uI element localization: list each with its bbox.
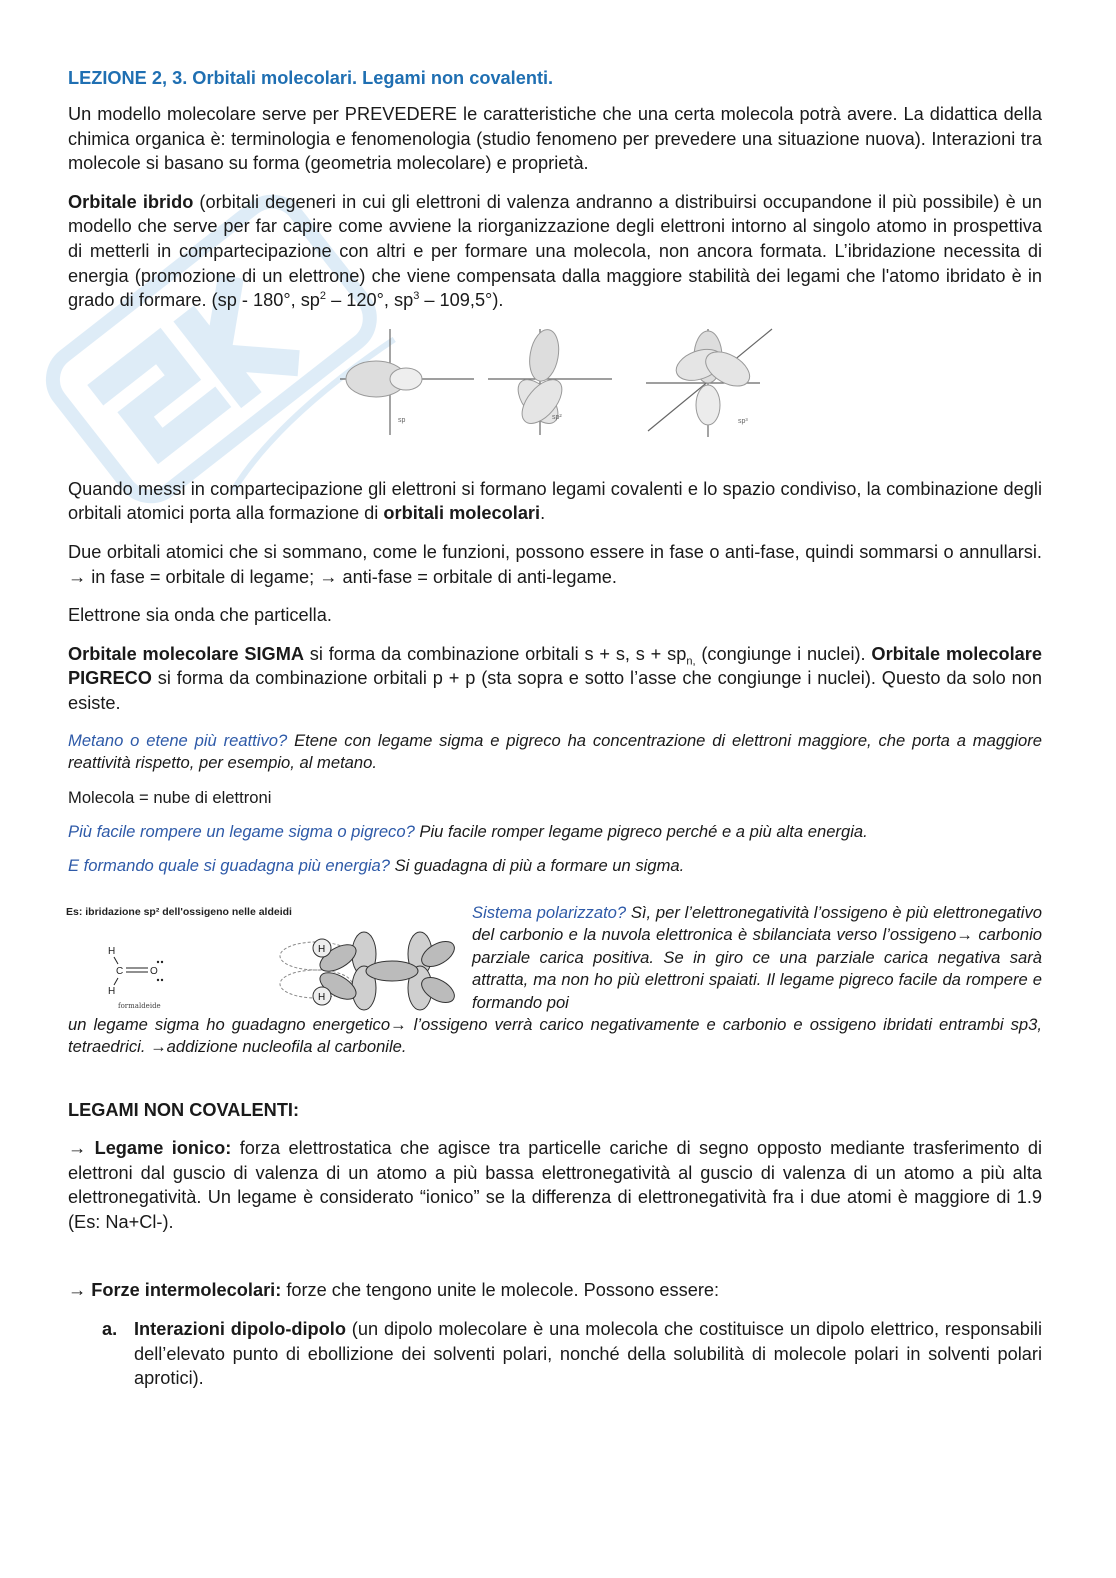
svg-text:H: H	[108, 986, 116, 998]
paragraph-forze: → Forze intermolecolari: forze che tengono unite le molecole. Possono essere:	[68, 1280, 720, 1301]
aldeide-figure	[66, 900, 466, 1010]
document-page	[68, 66, 1042, 1391]
aldeide-section	[68, 900, 1042, 1054]
sp3-label: sp³	[738, 417, 748, 425]
sp-orbital-diagram	[338, 327, 478, 439]
svg-text:C: C	[116, 966, 124, 978]
sp-label: sp	[398, 416, 406, 424]
aldeide-full-text: un legame sigma ho guadagno energetico→ l’ossigeno verrà carico negativamente e carbonio e ossigeno ibridati entrambi sp3, tetraedrici. →addizione nucleofila al carbonile.	[68, 1014, 1042, 1056]
question-sigma-pigreco: Più facile rompere un legame sigma o pigreco? Piu facile romper legame pigreco perché e a più alta energia.	[68, 821, 868, 841]
arrow-icon: →	[68, 1280, 87, 1301]
arrow-icon: →	[68, 1138, 87, 1159]
paragraph-modello: Un modello molecolare serve per PREVEDERE le caratteristiche che una certa molecola potrà avere. La didattica della chimica organica è: terminologia e fenomenologia (studio fenomeno per prevedere una situazione nuova). Interazioni tra molecole si basano su forma (geometria molecolare) e proprietà.	[68, 104, 1042, 174]
svg-text:formaldeide: formaldeide	[118, 1002, 161, 1011]
aldeide-side-text: Sistema polarizzato? Sì, per l’elettronegatività l’ossigeno è più elettronegativo del carbonio e la nuvola elettronica è sbilanciata verso l’ossigeno→ carbonio parziale carica positiva. Se in giro ce una parziale carica negativa sarà attratta, ma non ho più elettroni spaiati. Il legame pigreco facile da rompere e formando poi	[472, 902, 1042, 1012]
question-metano-etene: Metano o etene più reattivo? Etene con legame sigma e pigreco ha concentrazione di elettroni maggiore, che porta a maggiore reattività rispetto, per esempio, al metano.	[68, 730, 1042, 772]
term-orbitali-molecolari: orbitali molecolari	[383, 503, 541, 524]
aldeide-figure-caption: Es: ibridazione sp² dell'ossigeno nelle aldeidi	[66, 905, 292, 918]
paragraph-molecola: Molecola = nube di elettroni	[68, 787, 272, 807]
svg-text:H: H	[108, 946, 116, 958]
list-item-dipolo: a. Interazioni dipolo-dipolo (un dipolo molecolare è una molecola che costituisce un dipolo elettrico, responsabili dell’elevato punto di ebollizione dei solventi polari, nonché della solubilità di molecole polari in solventi polari aprotici).	[102, 1319, 1042, 1389]
section-heading-legami: LEGAMI NON COVALENTI:	[68, 1099, 300, 1120]
paragraph-sigma-pigreco: Orbitale molecolare SIGMA si forma da combinazione orbitali s + s, $s + sp_{n,}$ (congiunge i nuclei). Orbitale molecolare PIGRECO si forma da combinazione orbitali p + p (sta sopra e sotto l’asse che congiunge i nuclei). Questo da solo non esiste.	[68, 643, 1042, 713]
paragraph-legame-ionico: → Legame ionico: forza elettrostatica che agisce tra particelle cariche di segno opposto mediante trasferimento di elettroni dal guscio di valenza di un atomo a più bassa elettronegatività al guscio di valenza di un atomo a più alta elettronegatività. Un legame è considerato “ionico” se la differenza di elettronegatività fra i due atomi è maggiore di 1.9 (Es: Na+Cl-).	[68, 1138, 1042, 1232]
formaldeide-diagram	[66, 924, 466, 1020]
question-energia: E formando quale si guadagna più energia? Si guadagna di più a formare un sigma.	[68, 856, 685, 875]
sp3-orbital-diagram	[644, 327, 774, 439]
svg-text:O: O	[150, 966, 158, 978]
svg-text:H: H	[318, 992, 326, 1004]
paragraph-orbitale-ibrido: Orbitale ibrido (orbitali degeneri in cui gli elettroni di valenza andranno a distribuirsi occupandone il più possibile) è un modello che serve per far capire come avviene la riorganizzazione degli elettroni intorno al singolo atomo in prospettiva di metterli in compartecipazione con altri e per formare una molecola, non ancora formata. L’ibridazione necessita di energia (promozione di un elettrone) che viene compensata dalla maggiore stabilità dei legami che l'atomo ibridato è in grado di formare. (sp - 180°, $sp^2 - 120^\circ$, $sp^3 - 109,5^\circ$).	[68, 191, 1043, 311]
term-orbitale-ibrido: Orbitale ibrido	[68, 191, 194, 212]
sp2-orbital-diagram	[486, 327, 616, 439]
lesson-title: LEZIONE 2, 3. Orbitali molecolari. Legami non covalenti.	[68, 68, 554, 88]
paragraph-elettrone: Elettrone sia onda che particella.	[68, 605, 332, 626]
hybrid-orbitals-figure	[68, 327, 1042, 445]
svg-text:H: H	[318, 944, 326, 956]
sp2-label: sp²	[552, 413, 562, 421]
paragraph-fase: Due orbitali atomici che si sommano, come le funzioni, possono essere in fase o anti-fase, quindi sommarsi o annullarsi. → in fase = orbitale di legame; → anti-fase = orbitale di anti-legame.	[68, 541, 1042, 587]
pi-bond-orbital-diagram	[280, 932, 459, 1010]
paragraph-orbitali-molecolari: Quando messi in compartecipazione gli elettroni si formano legami covalenti e lo spazio condiviso, la combinazione degli orbitali atomici porta alla formazione di orbitali molecolari.	[68, 478, 1042, 524]
